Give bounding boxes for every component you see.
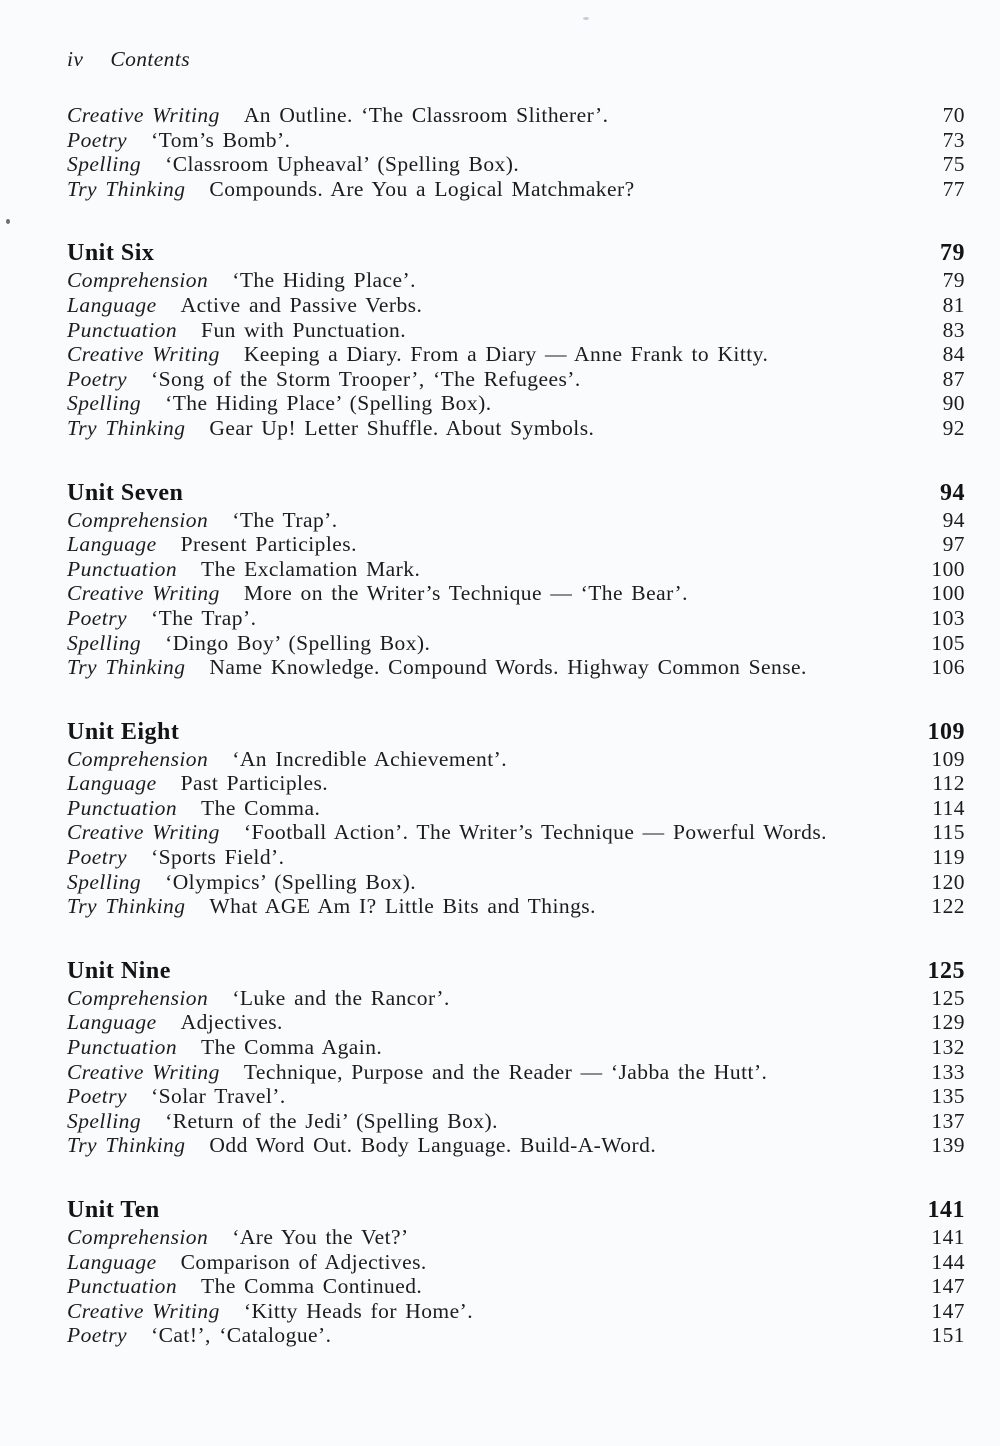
toc-entry-row: [67, 177, 965, 202]
toc-entry-row: [67, 152, 965, 177]
entry-text: [67, 1323, 351, 1348]
entry-title: The Comma Continued.: [201, 1274, 423, 1299]
toc-entry-row: [67, 1084, 965, 1109]
entry-page-number: 84: [942, 342, 965, 367]
entry-page-number: 144: [931, 1249, 965, 1274]
entry-page-number: 151: [931, 1323, 965, 1348]
entry-text: [67, 152, 539, 177]
entry-title: ‘Return of the Jedi’ (Spelling Box).: [165, 1108, 498, 1133]
entry-text: [67, 128, 310, 153]
entry-text: [67, 177, 655, 202]
toc-entry-row: [67, 1274, 965, 1299]
unit-heading-row: [67, 717, 965, 747]
entry-category: Creative Writing: [67, 581, 220, 606]
entry-text: [67, 103, 629, 128]
entry-page-number: 115: [932, 820, 965, 845]
entry-title: The Comma Again.: [201, 1035, 383, 1060]
entry-category: Poetry: [67, 845, 128, 870]
entry-category: Punctuation: [67, 795, 178, 820]
entry-page-number: 139: [931, 1133, 965, 1158]
entry-text: [67, 845, 305, 870]
entry-text: [67, 655, 827, 680]
entry-text: [67, 508, 358, 533]
toc-entry-row: [67, 1109, 965, 1134]
entry-category: Language: [67, 532, 157, 557]
toc-entry-row: [67, 1225, 965, 1250]
entry-category: Spelling: [67, 391, 142, 416]
toc-entry-row: [67, 557, 965, 582]
entry-title: ‘Tom’s Bomb’.: [151, 127, 291, 152]
entry-category: Comprehension: [67, 507, 209, 532]
entry-category: Try Thinking: [67, 176, 186, 201]
toc-entry-row: [67, 606, 965, 631]
toc-entry-row: [67, 391, 965, 416]
entry-category: Try Thinking: [67, 655, 186, 680]
entry-category: Punctuation: [67, 556, 178, 581]
entry-title: Adjectives.: [180, 1010, 283, 1035]
entry-title: ‘Luke and the Rancor’.: [232, 985, 450, 1010]
entry-category: Creative Writing: [67, 103, 220, 127]
entry-title: Past Participles.: [180, 771, 329, 796]
toc-entry-row: [67, 820, 965, 845]
entry-text: [67, 342, 788, 367]
entry-page-number: 122: [931, 894, 965, 919]
entry-text: [67, 581, 708, 606]
toc-entry-row: [67, 1133, 965, 1158]
entry-title: ‘Olympics’ (Spelling Box).: [165, 869, 417, 894]
toc-entry-row: [67, 342, 965, 367]
entry-category: Creative Writing: [67, 342, 220, 367]
entry-text: [67, 391, 512, 416]
unit-page-number: 125: [927, 957, 965, 984]
entry-category: Poetry: [67, 1084, 128, 1109]
table-of-contents: [67, 103, 965, 1348]
entry-text: [67, 1109, 518, 1134]
toc-entry-row: [67, 1060, 965, 1085]
entry-category: Creative Writing: [67, 1059, 220, 1084]
entry-category: Language: [67, 771, 157, 796]
scan-speck: [583, 17, 589, 20]
entry-text: [67, 1035, 402, 1060]
entry-text: [67, 293, 442, 318]
entry-category: Spelling: [67, 1108, 142, 1133]
entry-title: ‘An Incredible Achievement’.: [232, 746, 508, 771]
entry-title: Name Knowledge. Compound Words. Highway Common Sense.: [209, 655, 807, 680]
entry-title: The Exclamation Mark.: [201, 556, 421, 581]
entry-page-number: 109: [931, 746, 965, 771]
entry-title: ‘Classroom Upheaval’ (Spelling Box).: [165, 152, 520, 177]
entry-title: ‘The Trap’.: [151, 605, 257, 630]
entry-text: [67, 318, 426, 343]
entry-text: [67, 870, 436, 895]
toc-entry-row: [67, 870, 965, 895]
entry-text: [67, 631, 450, 656]
entry-title: ‘Football Action’. The Writer’s Technique — Powerful Words.: [243, 820, 827, 845]
entry-page-number: 97: [942, 532, 965, 557]
entry-page-number: 103: [931, 605, 965, 630]
entry-page-number: 119: [932, 845, 965, 870]
entry-page-number: 73: [942, 127, 965, 152]
entry-title: An Outline. ‘The Classroom Slitherer’.: [243, 103, 609, 127]
entry-page-number: 132: [931, 1035, 965, 1060]
entry-page-number: 83: [942, 317, 965, 342]
entry-text: [67, 416, 614, 441]
entry-title: Odd Word Out. Body Language. Build-A-Word.: [209, 1133, 657, 1158]
entry-title: ‘Are You the Vet?’: [232, 1225, 409, 1249]
entry-category: Language: [67, 1249, 157, 1274]
entry-title: ‘The Trap’.: [232, 507, 338, 532]
toc-entry-row: [67, 128, 965, 153]
toc-entry-row: [67, 367, 965, 392]
entry-text: [67, 747, 527, 772]
unit-section: [67, 238, 965, 440]
entry-page-number: 147: [931, 1298, 965, 1323]
unit-title: Unit Nine: [67, 957, 171, 984]
entry-page-number: 125: [931, 985, 965, 1010]
entry-text: [67, 796, 340, 821]
entry-title: Comparison of Adjectives.: [180, 1249, 427, 1274]
entry-text: [67, 1010, 303, 1035]
entry-category: Comprehension: [67, 746, 209, 771]
entry-category: Creative Writing: [67, 1298, 220, 1323]
entry-page-number: 135: [931, 1084, 965, 1109]
entry-title: Active and Passive Verbs.: [180, 292, 423, 317]
unit-heading-row: [67, 478, 965, 508]
entry-category: Language: [67, 292, 157, 317]
unit-section: [67, 717, 965, 919]
entry-category: Punctuation: [67, 317, 178, 342]
entry-page-number: 105: [931, 630, 965, 655]
entry-page-number: 94: [942, 507, 965, 532]
entry-category: Punctuation: [67, 1035, 178, 1060]
unit-heading-row: [67, 956, 965, 986]
toc-entry-row: [67, 268, 965, 293]
entry-text: [67, 1299, 493, 1324]
entry-category: Comprehension: [67, 985, 209, 1010]
toc-entry-row: [67, 1035, 965, 1060]
entry-category: Creative Writing: [67, 820, 220, 845]
entry-page-number: 81: [942, 292, 965, 317]
entry-text: [67, 532, 377, 557]
unit-page-number: 79: [940, 240, 965, 267]
entry-page-number: 141: [931, 1225, 965, 1249]
entry-page-number: 79: [942, 268, 965, 293]
toc-entry-row: [67, 581, 965, 606]
toc-entry-row: [67, 986, 965, 1011]
entry-category: Spelling: [67, 630, 142, 655]
toc-entry-row: [67, 796, 965, 821]
entry-category: Punctuation: [67, 1274, 178, 1299]
running-header: [67, 46, 965, 72]
entry-page-number: 77: [942, 176, 965, 201]
toc-entry-row: [67, 1323, 965, 1348]
entry-text: [67, 1274, 442, 1299]
unit-section: [67, 478, 965, 680]
entry-page-number: 120: [931, 869, 965, 894]
entry-category: Poetry: [67, 366, 128, 391]
entry-category: Comprehension: [67, 268, 209, 293]
entry-category: Try Thinking: [67, 1133, 186, 1158]
entry-page-number: 100: [931, 581, 965, 606]
entry-page-number: 129: [931, 1010, 965, 1035]
unit-title: Unit Eight: [67, 718, 180, 745]
toc-entry-row: [67, 532, 965, 557]
entry-text: [67, 268, 436, 293]
entry-page-number: 133: [931, 1059, 965, 1084]
entry-title: What AGE Am I? Little Bits and Things.: [209, 894, 596, 919]
entry-page-number: 114: [932, 795, 965, 820]
entry-text: [67, 820, 847, 845]
unit-title: Unit Ten: [67, 1197, 160, 1223]
toc-entry-row: [67, 845, 965, 870]
entry-title: ‘The Hiding Place’ (Spelling Box).: [165, 391, 492, 416]
entry-title: The Comma.: [201, 795, 321, 820]
toc-entry-row: [67, 318, 965, 343]
toc-entry-row: [67, 1010, 965, 1035]
entry-page-number: 112: [932, 771, 965, 796]
entry-text: [67, 367, 601, 392]
entry-text: [67, 771, 348, 796]
entry-category: Try Thinking: [67, 894, 186, 919]
running-title: Contents: [110, 47, 190, 71]
entry-text: [67, 1084, 306, 1109]
entry-title: ‘Solar Travel’.: [151, 1084, 286, 1109]
entry-title: ‘Cat!’, ‘Catalogue’.: [151, 1323, 332, 1348]
scan-speck: [6, 219, 10, 224]
entry-page-number: 75: [942, 152, 965, 177]
entry-category: Poetry: [67, 1323, 128, 1348]
entry-text: [67, 986, 470, 1011]
entry-category: Spelling: [67, 152, 142, 177]
entry-title: Present Participles.: [180, 532, 357, 557]
entry-text: [67, 894, 616, 919]
entry-title: Gear Up! Letter Shuffle. About Symbols.: [209, 415, 595, 440]
entry-page-number: 70: [942, 103, 965, 127]
entry-category: Comprehension: [67, 1225, 209, 1249]
entry-title: More on the Writer’s Technique — ‘The Bear’.: [243, 581, 688, 606]
toc-entry-row: [67, 747, 965, 772]
unit-title: Unit Six: [67, 240, 155, 267]
entry-page-number: 90: [942, 391, 965, 416]
entry-category: Spelling: [67, 869, 142, 894]
entry-title: ‘The Hiding Place’.: [232, 268, 416, 293]
toc-entry-row: [67, 416, 965, 441]
entry-title: ‘Song of the Storm Trooper’, ‘The Refugees’.: [151, 366, 581, 391]
entry-text: [67, 557, 440, 582]
toc-entry-row: [67, 103, 965, 128]
entry-title: ‘Sports Field’.: [151, 845, 285, 870]
toc-entry-row: [67, 508, 965, 533]
entry-title: ‘Dingo Boy’ (Spelling Box).: [165, 630, 431, 655]
toc-entry-row: [67, 293, 965, 318]
folio-page-number: iv: [67, 47, 84, 71]
toc-entry-row: [67, 771, 965, 796]
toc-entry-row: [67, 1299, 965, 1324]
entry-category: Try Thinking: [67, 415, 186, 440]
entry-title: Fun with Punctuation.: [201, 317, 407, 342]
entry-page-number: 92: [942, 415, 965, 440]
entry-title: ‘Kitty Heads for Home’.: [243, 1298, 474, 1323]
unit-page-number: 109: [927, 718, 965, 745]
toc-entry-row: [67, 1250, 965, 1275]
entry-title: Compounds. Are You a Logical Matchmaker?: [209, 176, 635, 201]
entry-title: Technique, Purpose and the Reader — ‘Jabba the Hutt’.: [243, 1059, 768, 1084]
entry-text: [67, 606, 276, 631]
toc-entry-row: [67, 894, 965, 919]
toc-entry-row: [67, 655, 965, 680]
unit-heading-row: [67, 1195, 965, 1225]
entry-category: Poetry: [67, 127, 128, 152]
entry-text: [67, 1225, 429, 1250]
entry-text: [67, 1133, 676, 1158]
entry-title: Keeping a Diary. From a Diary — Anne Frank to Kitty.: [243, 342, 769, 367]
unit-section: [67, 956, 965, 1158]
entry-page-number: 137: [931, 1108, 965, 1133]
entry-page-number: 100: [931, 556, 965, 581]
unit-heading-row: [67, 238, 965, 268]
entry-category: Language: [67, 1010, 157, 1035]
entry-page-number: 87: [942, 366, 965, 391]
entry-text: [67, 1250, 447, 1275]
entry-page-number: 147: [931, 1274, 965, 1299]
entry-text: [67, 1060, 787, 1085]
unit-section: [67, 1195, 965, 1348]
unit-title: Unit Seven: [67, 479, 184, 506]
unit-page-number: 141: [927, 1197, 965, 1223]
entry-category: Poetry: [67, 605, 128, 630]
entry-page-number: 106: [931, 655, 965, 680]
unit-page-number: 94: [940, 479, 965, 506]
toc-entry-row: [67, 631, 965, 656]
continued-entries-section: [67, 103, 965, 201]
